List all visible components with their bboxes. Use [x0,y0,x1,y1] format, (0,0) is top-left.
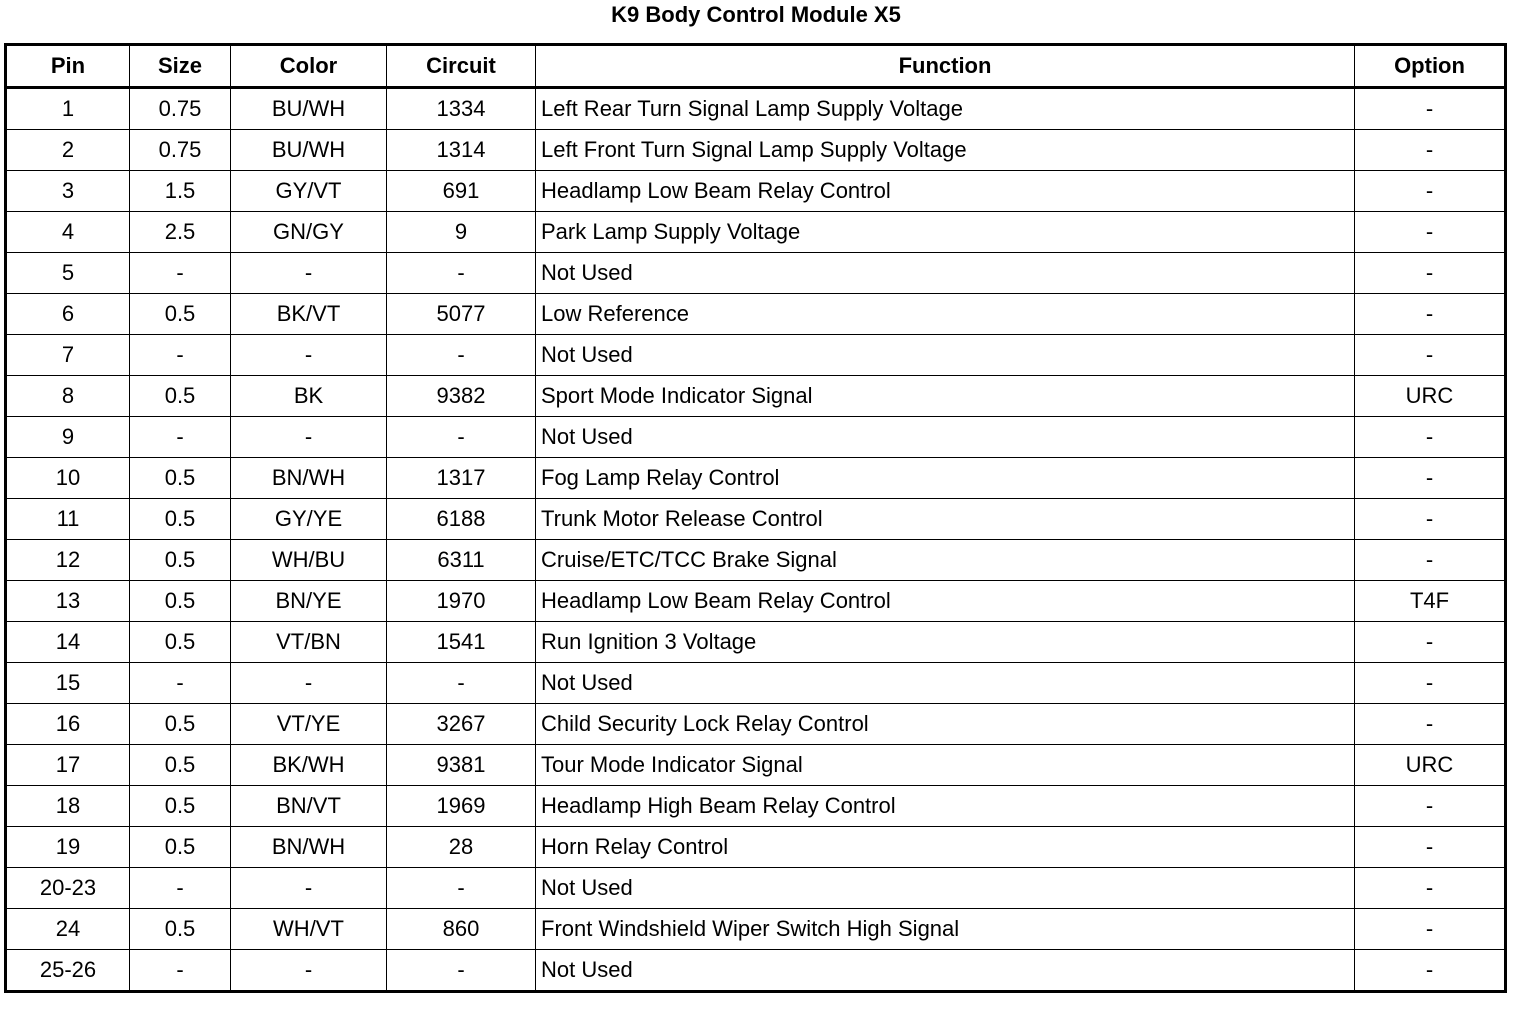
table-row [6,335,1506,376]
cell-color: - [231,663,387,704]
cell-option: - [1355,335,1506,376]
cell-color: VT/YE [231,704,387,745]
cell-circuit: 28 [387,827,536,868]
column-header-function: Function [536,45,1355,88]
table-row [6,704,1506,745]
cell-function: Low Reference [536,294,1355,335]
cell-function: Not Used [536,663,1355,704]
cell-size: 0.5 [130,622,231,663]
cell-function: Left Rear Turn Signal Lamp Supply Voltage [536,88,1355,130]
cell-circuit: 3267 [387,704,536,745]
cell-option: - [1355,417,1506,458]
cell-function: Cruise/ETC/TCC Brake Signal [536,540,1355,581]
cell-function: Horn Relay Control [536,827,1355,868]
cell-size: 0.75 [130,130,231,171]
cell-color: BU/WH [231,88,387,130]
table-row [6,909,1506,950]
table-row [6,950,1506,992]
cell-pin: 5 [6,253,130,294]
cell-circuit: - [387,335,536,376]
table-row [6,622,1506,663]
cell-option: - [1355,663,1506,704]
cell-circuit: 6188 [387,499,536,540]
cell-pin: 13 [6,581,130,622]
cell-circuit: - [387,417,536,458]
cell-color: WH/VT [231,909,387,950]
cell-size: 0.5 [130,786,231,827]
cell-pin: 17 [6,745,130,786]
table-row [6,212,1506,253]
table-row [6,88,1506,130]
cell-function: Not Used [536,950,1355,992]
cell-color: BK [231,376,387,417]
cell-option: - [1355,909,1506,950]
cell-circuit: - [387,950,536,992]
table-row [6,499,1506,540]
cell-circuit: 1541 [387,622,536,663]
cell-color: GY/VT [231,171,387,212]
cell-size: 0.5 [130,581,231,622]
table-row [6,376,1506,417]
cell-function: Headlamp Low Beam Relay Control [536,171,1355,212]
cell-option: - [1355,622,1506,663]
cell-option: - [1355,294,1506,335]
cell-circuit: 5077 [387,294,536,335]
cell-color: GY/YE [231,499,387,540]
cell-size: - [130,417,231,458]
cell-option: - [1355,212,1506,253]
cell-circuit: 860 [387,909,536,950]
cell-pin: 11 [6,499,130,540]
cell-circuit: - [387,663,536,704]
cell-function: Child Security Lock Relay Control [536,704,1355,745]
cell-pin: 10 [6,458,130,499]
cell-pin: 12 [6,540,130,581]
cell-color: VT/BN [231,622,387,663]
cell-pin: 9 [6,417,130,458]
cell-color: GN/GY [231,212,387,253]
cell-circuit: 691 [387,171,536,212]
column-header-circuit: Circuit [387,45,536,88]
table-row [6,130,1506,171]
cell-function: Left Front Turn Signal Lamp Supply Voltage [536,130,1355,171]
cell-option: - [1355,704,1506,745]
cell-pin: 2 [6,130,130,171]
column-header-color: Color [231,45,387,88]
cell-color: BU/WH [231,130,387,171]
cell-size: 0.5 [130,376,231,417]
cell-color: BN/WH [231,827,387,868]
cell-circuit: 1317 [387,458,536,499]
cell-pin: 14 [6,622,130,663]
cell-option: T4F [1355,581,1506,622]
cell-function: Sport Mode Indicator Signal [536,376,1355,417]
cell-pin: 15 [6,663,130,704]
cell-circuit: 1969 [387,786,536,827]
cell-pin: 25-26 [6,950,130,992]
cell-option: - [1355,253,1506,294]
cell-pin: 19 [6,827,130,868]
cell-option: - [1355,540,1506,581]
table-row [6,540,1506,581]
cell-circuit: 1334 [387,88,536,130]
table-row [6,827,1506,868]
cell-circuit: 1970 [387,581,536,622]
cell-function: Fog Lamp Relay Control [536,458,1355,499]
cell-size: 0.5 [130,909,231,950]
cell-color: BN/YE [231,581,387,622]
cell-size: 0.5 [130,540,231,581]
cell-pin: 7 [6,335,130,376]
cell-function: Headlamp Low Beam Relay Control [536,581,1355,622]
cell-size: 0.5 [130,294,231,335]
cell-function: Not Used [536,417,1355,458]
table-row [6,663,1506,704]
cell-option: - [1355,950,1506,992]
table-body [6,88,1506,992]
cell-pin: 6 [6,294,130,335]
cell-color: WH/BU [231,540,387,581]
cell-size: - [130,335,231,376]
cell-circuit: 1314 [387,130,536,171]
cell-color: - [231,950,387,992]
cell-pin: 20-23 [6,868,130,909]
cell-option: - [1355,88,1506,130]
cell-size: 0.5 [130,745,231,786]
cell-circuit: 9382 [387,376,536,417]
table-row [6,868,1506,909]
table-row [6,786,1506,827]
table-row [6,745,1506,786]
cell-size: 0.75 [130,88,231,130]
cell-function: Run Ignition 3 Voltage [536,622,1355,663]
cell-pin: 3 [6,171,130,212]
page-title: K9 Body Control Module X5 [611,2,901,27]
cell-function: Park Lamp Supply Voltage [536,212,1355,253]
table-row [6,253,1506,294]
cell-color: - [231,335,387,376]
cell-color: BK/WH [231,745,387,786]
cell-size: 0.5 [130,499,231,540]
table-row [6,171,1506,212]
cell-color: - [231,253,387,294]
cell-size: 1.5 [130,171,231,212]
cell-function: Not Used [536,868,1355,909]
cell-pin: 18 [6,786,130,827]
cell-size: 2.5 [130,212,231,253]
column-header-option: Option [1355,45,1506,88]
cell-circuit: 6311 [387,540,536,581]
cell-size: - [130,950,231,992]
cell-option: URC [1355,745,1506,786]
cell-size: 0.5 [130,704,231,745]
cell-color: BN/VT [231,786,387,827]
pin-table [4,43,1507,993]
cell-option: - [1355,786,1506,827]
cell-size: 0.5 [130,458,231,499]
table-row [6,458,1506,499]
cell-color: BK/VT [231,294,387,335]
column-header-pin: Pin [6,45,130,88]
cell-size: - [130,868,231,909]
cell-circuit: 9381 [387,745,536,786]
cell-circuit: 9 [387,212,536,253]
cell-pin: 1 [6,88,130,130]
cell-color: - [231,868,387,909]
cell-circuit: - [387,868,536,909]
cell-option: - [1355,868,1506,909]
cell-function: Not Used [536,253,1355,294]
table-header-row [6,45,1506,88]
cell-size: - [130,663,231,704]
cell-option: - [1355,827,1506,868]
table-row [6,294,1506,335]
cell-pin: 24 [6,909,130,950]
cell-color: BN/WH [231,458,387,499]
table-row [6,417,1506,458]
cell-pin: 16 [6,704,130,745]
cell-option: - [1355,499,1506,540]
cell-pin: 4 [6,212,130,253]
cell-function: Front Windshield Wiper Switch High Signal [536,909,1355,950]
column-header-size: Size [130,45,231,88]
cell-option: - [1355,458,1506,499]
cell-function: Trunk Motor Release Control [536,499,1355,540]
table-row [6,581,1506,622]
cell-function: Not Used [536,335,1355,376]
cell-color: - [231,417,387,458]
cell-size: - [130,253,231,294]
cell-option: - [1355,171,1506,212]
cell-size: 0.5 [130,827,231,868]
cell-function: Tour Mode Indicator Signal [536,745,1355,786]
cell-function: Headlamp High Beam Relay Control [536,786,1355,827]
cell-option: - [1355,130,1506,171]
cell-option: URC [1355,376,1506,417]
cell-pin: 8 [6,376,130,417]
cell-circuit: - [387,253,536,294]
